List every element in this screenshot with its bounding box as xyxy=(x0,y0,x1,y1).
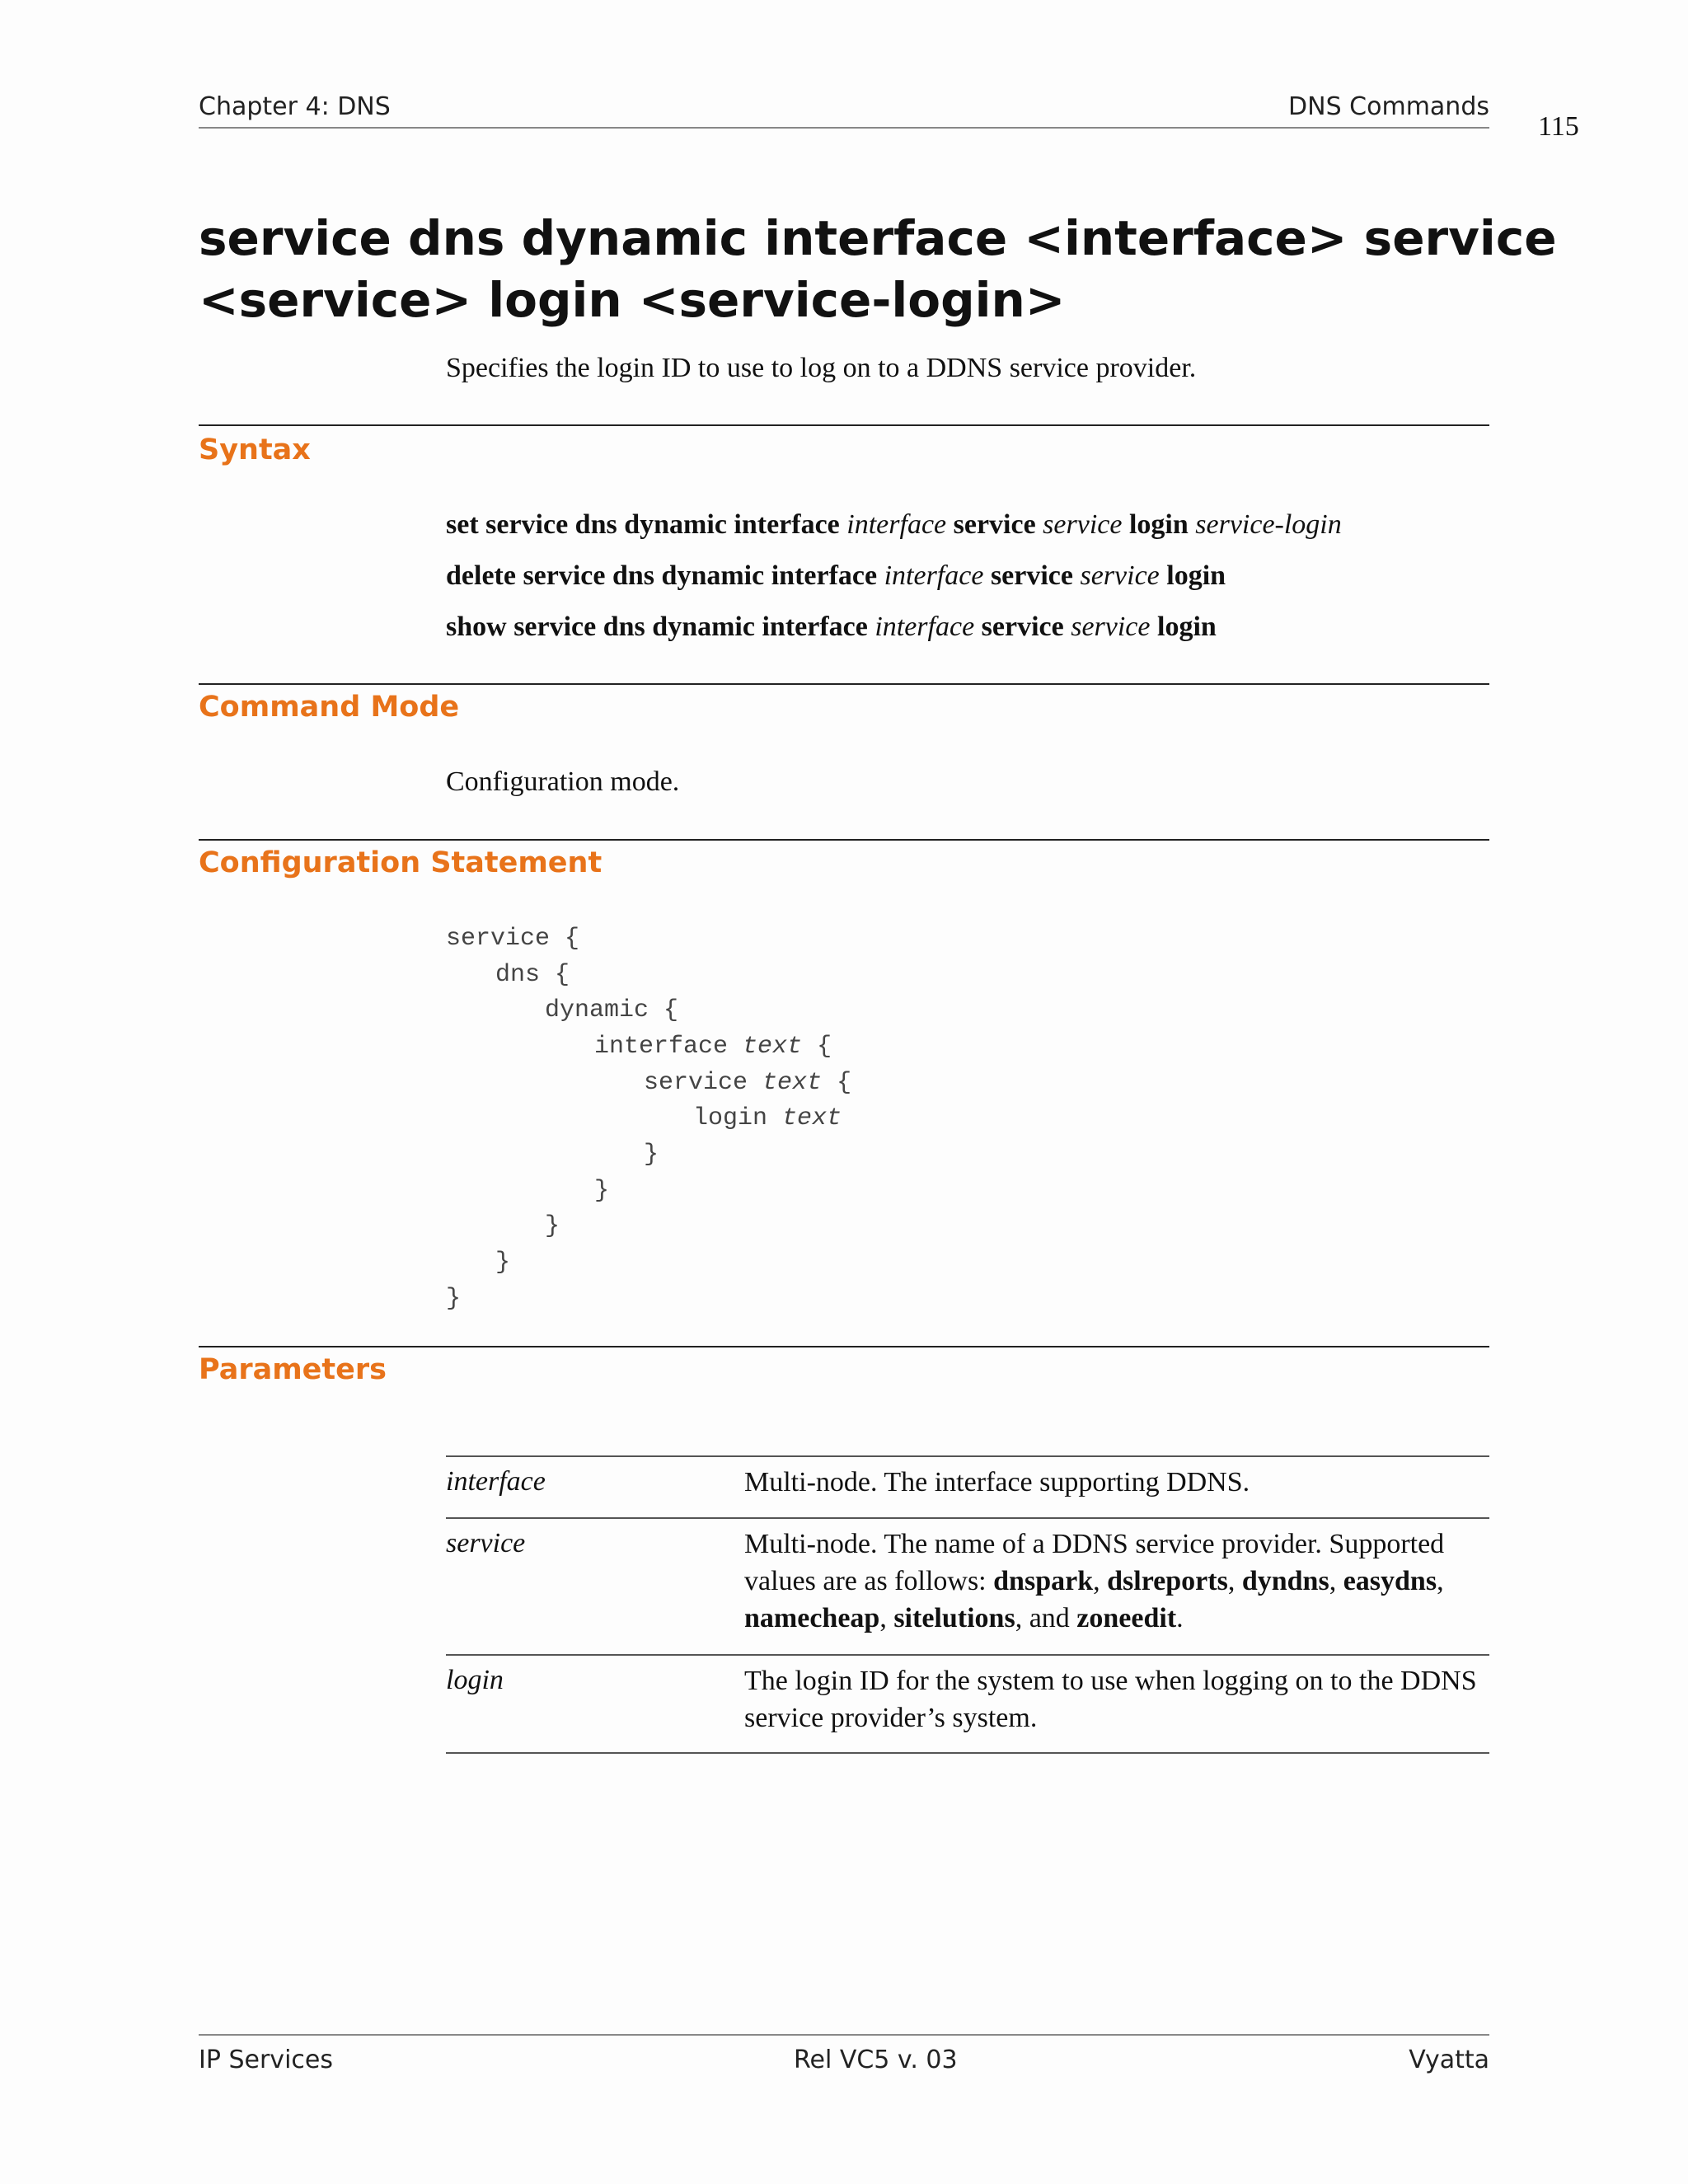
param-desc-service xyxy=(744,1526,1486,1637)
syntax-keyword: login xyxy=(1166,560,1226,591)
code-keyword: interface xyxy=(594,1033,729,1061)
syntax-keyword: show service dns dynamic interface xyxy=(446,612,868,642)
syntax-show-line xyxy=(446,612,1217,643)
syntax-keyword: service xyxy=(953,509,1036,540)
table-bottom-rule xyxy=(446,1752,1489,1754)
provider-name: dnspark xyxy=(993,1566,1094,1596)
section-heading-syntax: Syntax xyxy=(199,434,311,466)
page-number: 115 xyxy=(1538,111,1579,142)
param-desc-text: Multi-node. The name of a DDNS service provider. Supported values are as follows: xyxy=(744,1529,1445,1596)
code-argument: text xyxy=(782,1104,842,1132)
provider-name: zoneedit xyxy=(1076,1603,1177,1633)
separator: , xyxy=(1329,1566,1343,1596)
syntax-set-line xyxy=(446,509,1342,541)
code-line xyxy=(594,1033,832,1061)
separator: , xyxy=(1437,1566,1444,1596)
syntax-argument: service-login xyxy=(1195,509,1342,540)
syntax-argument: service xyxy=(1080,560,1160,591)
syntax-keyword: login xyxy=(1157,612,1217,642)
provider-name: namecheap xyxy=(744,1603,880,1633)
code-line: dynamic { xyxy=(545,996,679,1024)
code-argument: text xyxy=(762,1069,823,1097)
header-chapter: Chapter 4: DNS xyxy=(199,92,391,121)
code-line xyxy=(644,1069,851,1097)
table-row-divider xyxy=(446,1517,1489,1519)
command-mode-text: Configuration mode. xyxy=(446,766,680,797)
separator: , xyxy=(879,1603,894,1633)
separator: . xyxy=(1176,1603,1184,1633)
syntax-keyword: set service dns dynamic interface xyxy=(446,509,840,540)
syntax-argument: service xyxy=(1043,509,1123,540)
code-line: } xyxy=(446,1285,462,1313)
code-line: service { xyxy=(446,925,580,953)
page-title-line-1: service dns dynamic interface <interface> service xyxy=(199,210,1557,266)
syntax-argument: interface xyxy=(874,612,975,642)
footer-divider xyxy=(199,2034,1489,2036)
code-keyword: login xyxy=(693,1104,768,1132)
provider-name: dyndns xyxy=(1241,1566,1329,1596)
code-brace: { xyxy=(817,1033,832,1061)
section-divider xyxy=(199,1346,1489,1347)
code-line: } xyxy=(545,1212,560,1240)
syntax-keyword: login xyxy=(1128,509,1189,540)
section-divider xyxy=(199,839,1489,841)
param-name-login: login xyxy=(446,1665,504,1695)
syntax-keyword: service xyxy=(990,560,1073,591)
section-divider xyxy=(199,424,1489,426)
provider-name: sitelutions xyxy=(893,1603,1015,1633)
table-row-divider xyxy=(446,1455,1489,1457)
param-name-interface: interface xyxy=(446,1466,546,1497)
syntax-argument: service xyxy=(1071,612,1151,642)
syntax-argument: interface xyxy=(884,560,984,591)
code-line: } xyxy=(495,1249,511,1277)
footer-right: Vyatta xyxy=(1409,2046,1489,2074)
separator: , xyxy=(1227,1566,1242,1596)
param-desc-interface: Multi-node. The interface supporting DDNS. xyxy=(744,1467,1250,1497)
separator: , xyxy=(1093,1566,1108,1596)
syntax-keyword: delete service dns dynamic interface xyxy=(446,560,878,591)
page-title xyxy=(199,208,1557,331)
section-heading-command-mode: Command Mode xyxy=(199,691,460,724)
section-heading-parameters: Parameters xyxy=(199,1353,387,1386)
command-description: Specifies the login ID to use to log on to a DDNS service provider. xyxy=(446,353,1197,383)
footer-center: Rel VC5 v. 03 xyxy=(794,2046,958,2074)
code-line: } xyxy=(594,1177,610,1205)
header-section: DNS Commands xyxy=(1288,92,1489,121)
table-row-divider xyxy=(446,1654,1489,1656)
syntax-delete-line xyxy=(446,560,1226,592)
code-argument: text xyxy=(743,1033,803,1061)
code-line: dns { xyxy=(495,961,570,989)
footer-left: IP Services xyxy=(199,2046,333,2074)
section-heading-config-statement: Configuration Statement xyxy=(199,846,603,879)
separator: , and xyxy=(1015,1603,1077,1633)
code-line: } xyxy=(644,1141,659,1169)
code-line xyxy=(693,1104,842,1132)
section-divider xyxy=(199,683,1489,685)
page-title-line-2: <service> login <service-login> xyxy=(199,272,1066,328)
param-name-service: service xyxy=(446,1528,526,1558)
param-desc-login: The login ID for the system to use when logging on to the DDNS service provider’s system. xyxy=(744,1666,1477,1733)
header-divider xyxy=(199,127,1489,129)
provider-name: dslreports xyxy=(1107,1566,1228,1596)
syntax-argument: interface xyxy=(846,509,947,540)
code-brace: { xyxy=(837,1069,852,1097)
code-keyword: service xyxy=(644,1069,748,1097)
provider-name: easydns xyxy=(1343,1566,1437,1596)
syntax-keyword: service xyxy=(981,612,1064,642)
